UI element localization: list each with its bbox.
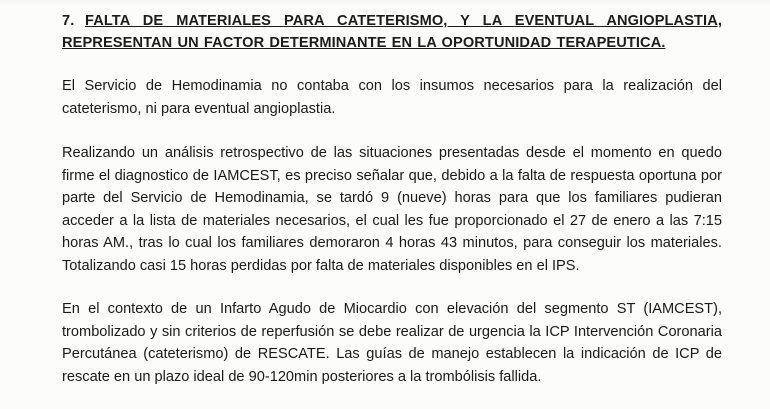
paragraph-3 [62, 298, 722, 388]
paragraph-1-text: El Servicio de Hemodinamia no contaba con los insumos necesarios para la realización del cateterismo, ni para eventual angioplastia. [62, 78, 722, 117]
heading-line-2: REPRESENTAN UN FACTOR DETERMINANTE EN LA OPORTUNIDAD TERAPEUTICA. [62, 35, 666, 51]
section-number: 7. [62, 13, 75, 29]
section-heading [62, 10, 722, 54]
section-heading-text [62, 10, 722, 54]
paragraph-2-text: Realizando un análisis retrospectivo de las situaciones presentadas desde el momento en quedo firme el diagnostico de IAMCEST, es preciso señalar que, debido a la falta de respuesta oportuna por parte del Servicio de Hemodinamia, se tardó 9 (nueve) horas para que los familiares pudieran acceder a la lista de materiales necesarios, el cual les fue proporcionado el 27 de enero a las 7:15 horas AM., tras lo cual los familiares demoraron 4 horas 43 minutos, para conseguir los materiales. Totalizando casi 15 horas perdidas por falta de materiales disponibles en el IPS. [62, 145, 722, 274]
paragraph-2 [62, 142, 722, 277]
heading-line-1: FALTA DE MATERIALES PARA CATETERISMO, Y LA EVENTUAL ANGIOPLASTIA, [85, 13, 722, 29]
paragraph-1 [62, 75, 722, 120]
paragraph-3-text: En el contexto de un Infarto Agudo de Miocardio con elevación del segmento ST (IAMCEST), trombolizado y sin criterios de reperfusión se debe realizar de urgencia la ICP Intervención Coronaria Percutánea (cateterismo) de RESCATE. Las guías de manejo establecen la indicación de ICP de rescate en un plazo ideal de 90-120min posteriores a la trombólisis fallida. [62, 301, 722, 385]
